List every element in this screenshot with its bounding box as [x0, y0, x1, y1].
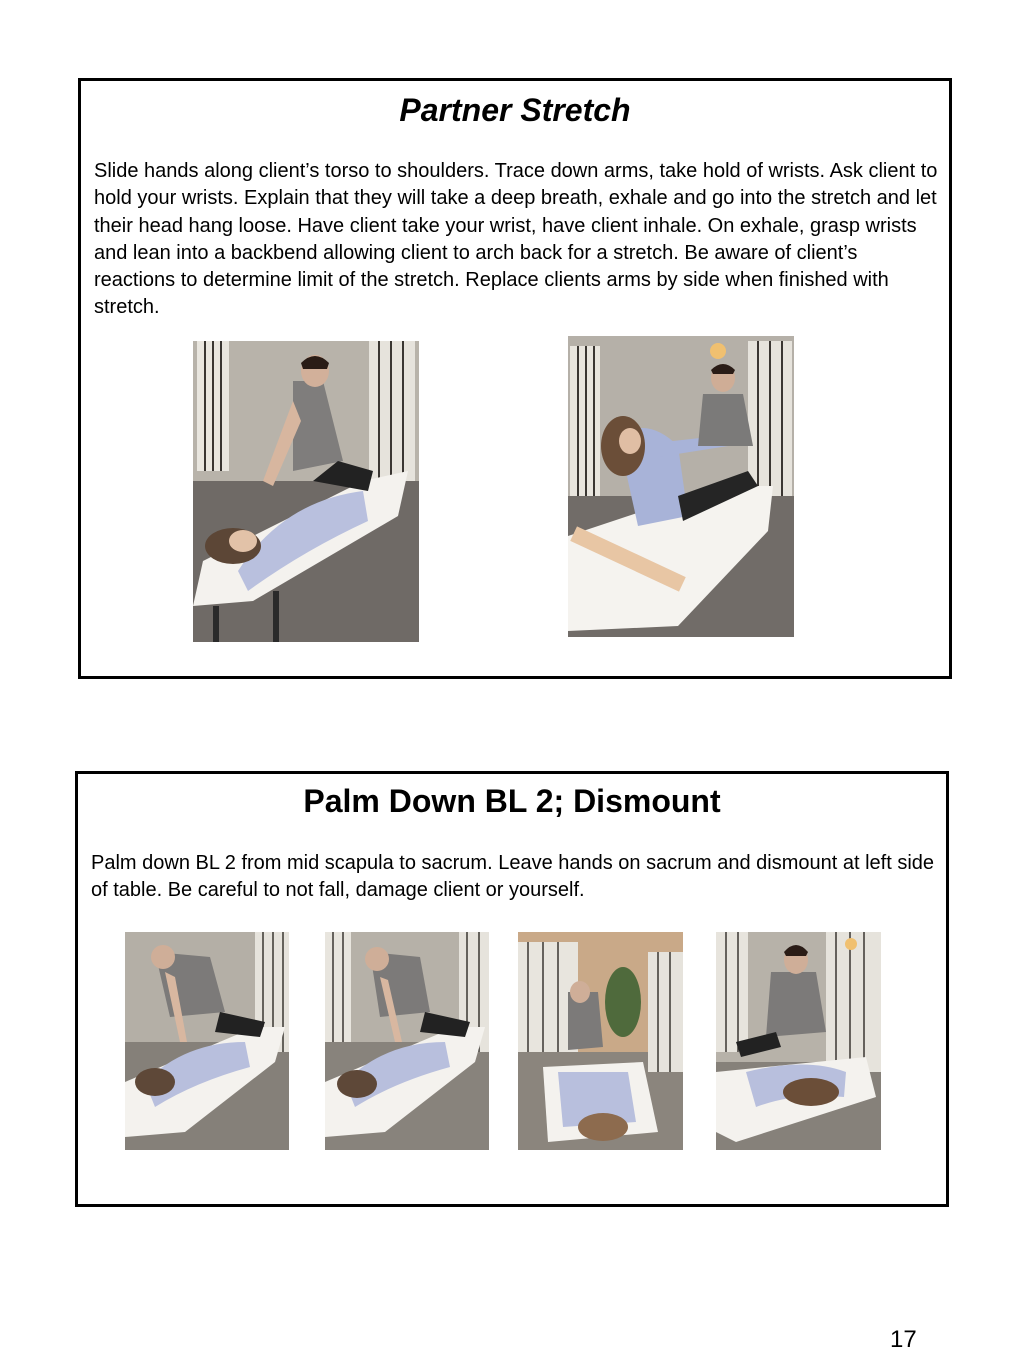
section-title: Palm Down BL 2; Dismount	[303, 783, 721, 819]
section-palm-down-dismount	[75, 771, 949, 1207]
section-partner-stretch	[78, 78, 952, 679]
section-title: Partner Stretch	[399, 92, 631, 128]
photo-palm-down-step-1	[125, 932, 289, 1150]
photo-palm-down-step-2	[325, 932, 489, 1150]
section-body-text: Palm down BL 2 from mid scapula to sacrum. Leave hands on sacrum and dismount at left side of table. Be careful to not fall, damage client or yourself.	[91, 852, 935, 902]
photo-therapist-hands-on-torso	[193, 341, 419, 642]
photo-dismount	[716, 932, 881, 1150]
page-number: 17	[890, 1326, 917, 1353]
photo-client-backbend-stretch	[568, 336, 794, 637]
photo-palm-down-step-3	[518, 932, 683, 1150]
section-body-text: Slide hands along client’s torso to shoulders. Trace down arms, take hold of wrists. Ask client to hold your wrists. Explain that they will take a deep breath, exhale and go into the stretch and let their head hang loose. Have client take your wrist, have client inhale. On exhale, grasp wrists and lean into a backbend allowing client to arch back for a stretch. Be aware of client’s reactions to determine limit of the stretch. Replace clients arms by side when finished with stretch.	[94, 160, 938, 319]
